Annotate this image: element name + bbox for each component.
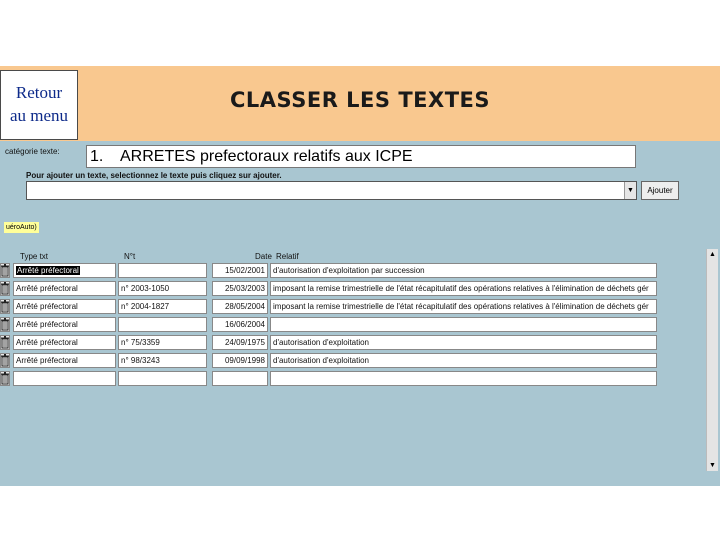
number-cell[interactable]: n° 98/3243 [118,353,207,368]
type-value: Arrêté préfectoral [16,338,78,347]
table-row [0,317,660,333]
col-header-type: Type txt [20,252,49,261]
trash-icon[interactable] [0,353,10,368]
relatif-cell[interactable] [270,371,657,386]
type-cell[interactable] [13,353,116,368]
date-cell[interactable]: 24/09/1975 [212,335,268,350]
retour-menu-button[interactable] [0,70,78,140]
date-cell[interactable]: 16/06/2004 [212,317,268,332]
category-field[interactable] [86,145,636,168]
col-header-relatif: Relatif [276,252,299,261]
type-cell[interactable] [13,281,116,296]
col-header-num: N°t [124,252,136,261]
table-row [0,353,660,369]
table-row [0,281,660,297]
date-cell[interactable] [212,371,268,386]
table-row [0,371,660,387]
category-number: 1. [90,148,104,165]
number-cell[interactable] [118,263,207,278]
trash-icon[interactable] [0,263,10,278]
relatif-cell[interactable]: imposant la remise trimestrielle de l'état récapitulatif des opérations relatives à l'élimination de déchets gér [270,281,657,296]
scroll-down-icon[interactable]: ▼ [709,462,716,469]
retour-line-2: au menu [9,106,69,125]
trash-icon[interactable] [0,317,10,332]
type-cell[interactable] [13,299,116,314]
number-cell[interactable]: n° 2003-1050 [118,281,207,296]
table-row [0,335,660,351]
trash-icon[interactable] [0,281,10,296]
date-cell[interactable]: 28/05/2004 [212,299,268,314]
retour-line-1: Retour [15,83,63,102]
trash-icon[interactable] [0,299,10,314]
number-cell[interactable]: n° 75/3359 [118,335,207,350]
date-cell[interactable]: 25/03/2003 [212,281,268,296]
text-select-combo[interactable] [26,181,637,200]
type-value: Arrêté préfectoral [16,356,78,365]
category-value: ARRETES prefectoraux relatifs aux ICPE [120,148,413,165]
auto-number-label: uéroAuto) [6,224,37,231]
date-cell[interactable]: 15/02/2001 [212,263,268,278]
relatif-cell[interactable]: d'autorisation d'exploitation [270,353,657,368]
col-header-date: Date [255,252,272,261]
date-cell[interactable]: 09/09/1998 [212,353,268,368]
number-cell[interactable] [118,371,207,386]
category-label: catégorie texte: [5,147,60,156]
relatif-cell[interactable] [270,317,657,332]
number-cell[interactable] [118,317,207,332]
type-value: Arrêté préfectoral [16,302,78,311]
page-title: CLASSER LES TEXTES [230,88,490,112]
type-cell[interactable] [13,317,116,332]
chevron-down-icon[interactable]: ▼ [624,182,636,199]
type-value: Arrêté préfectoral [16,284,78,293]
table-row [0,263,660,279]
form-footer [0,472,720,486]
relatif-cell[interactable]: d'autorisation d'exploitation [270,335,657,350]
vertical-scrollbar[interactable] [706,249,718,471]
type-cell[interactable] [13,371,116,386]
add-button[interactable]: Ajouter [641,181,679,200]
type-value: Arrêté préfectoral [16,320,78,329]
trash-icon[interactable] [0,371,10,386]
relatif-cell[interactable]: d'autorisation d'exploitation par succession [270,263,657,278]
number-cell[interactable]: n° 2004-1827 [118,299,207,314]
type-value: Arrêté préfectoral [17,266,79,275]
table-row [0,299,660,315]
trash-icon[interactable] [0,335,10,350]
scroll-up-icon[interactable]: ▲ [709,251,716,258]
type-cell[interactable] [13,263,116,278]
relatif-cell[interactable]: imposant la remise trimestrielle de l'état récapitulatif des opérations relatives à l'élimination de déchets gér [270,299,657,314]
add-instruction: Pour ajouter un texte, selectionnez le texte puis cliquez sur ajouter. [26,171,282,180]
type-cell[interactable] [13,335,116,350]
